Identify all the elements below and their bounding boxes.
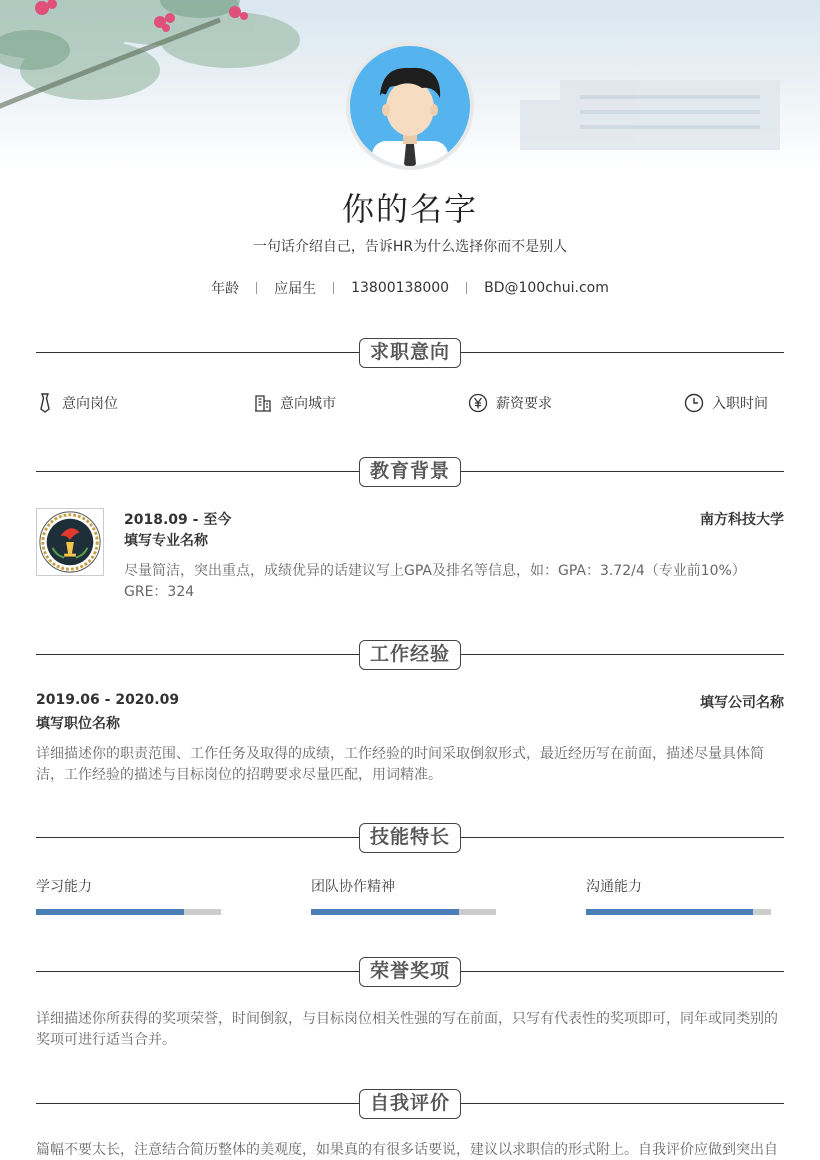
intent-row [36, 393, 784, 417]
section-title: 求职意向 [359, 338, 461, 368]
candidate-name: 你的名字 [341, 190, 478, 228]
section-header-work [36, 640, 784, 670]
intent-label: 意向城市 [280, 396, 336, 412]
section-title: 教育背景 [359, 457, 461, 487]
contact-row [0, 278, 820, 298]
section-title: 工作经验 [359, 640, 461, 670]
work-position: 填写职位名称 [36, 716, 120, 732]
divider [333, 282, 334, 294]
intent-position [36, 393, 118, 413]
education-period: 2018.09 - 至今 [124, 512, 232, 528]
school-emblem-icon [37, 509, 103, 575]
clock-icon [684, 393, 704, 413]
tie-icon [36, 393, 54, 413]
skill-bar-fill [36, 909, 184, 915]
work-company: 填写公司名称 [700, 695, 784, 711]
intent-label: 意向岗位 [62, 396, 118, 412]
contact-age: 年龄 [211, 281, 240, 297]
education-school: 南方科技大学 [700, 512, 784, 528]
contact-phone[interactable]: 13800138000 [351, 280, 450, 296]
divider [256, 282, 257, 294]
skill-bar [311, 909, 496, 915]
intent-label: 薪资要求 [496, 396, 552, 412]
section-title: 荣誉奖项 [359, 957, 461, 987]
self-evaluation-text: 篇幅不要太长，注意结合简历整体的美观度，如果真的有很多话要说，建议以求职信的形式附上。自我评价应做到突出自 [36, 1142, 778, 1158]
skill-bar [36, 909, 221, 915]
intent-label: 入职时间 [712, 396, 768, 412]
honors-description: 详细描述你所获得的奖项荣誉，时间倒叙，与目标岗位相关性强的写在前面，只写有代表性的奖项即可，同年或同类别的奖项可进行适当合并。 [36, 1011, 778, 1048]
skill-label: 学习能力 [36, 879, 92, 895]
contact-status: 应届生 [274, 281, 317, 297]
section-title: 技能特长 [359, 823, 461, 853]
building-icon [254, 394, 272, 412]
building-decoration [520, 60, 820, 150]
skill-item [311, 876, 496, 915]
contact-email[interactable]: BD@100chui.com [484, 280, 609, 296]
intent-start [684, 393, 768, 413]
work-description: 详细描述你的职责范围、工作任务及取得的成绩，工作经验的时间采取倒叙形式，最近经历写在前面，描述尽量具体简洁，工作经验的描述与目标岗位的招聘要求尽量匹配，用词精准。 [36, 746, 764, 783]
skill-bar-fill [586, 909, 753, 915]
intent-city [254, 393, 336, 413]
skill-label: 团队协作精神 [311, 879, 395, 895]
skill-item [586, 876, 771, 915]
tree-decoration [0, 0, 330, 160]
skill-bar [586, 909, 771, 915]
section-header-intent [36, 338, 784, 368]
school-logo [36, 508, 104, 576]
tagline: 一句话介绍自己，告诉HR为什么选择你而不是别人 [252, 239, 568, 255]
section-header-skills [36, 823, 784, 853]
work-period: 2019.06 - 2020.09 [36, 692, 180, 708]
section-header-self [36, 1089, 784, 1119]
avatar [346, 42, 474, 170]
section-title: 自我评价 [359, 1089, 461, 1119]
education-description: 尽量简洁，突出重点，成绩优异的话建议写上GPA及排名等信息，如：GPA：3.72/4（专业前10%） GRE：324 [124, 563, 746, 600]
yen-icon [468, 393, 488, 413]
skill-label: 沟通能力 [586, 879, 642, 895]
section-header-honors [36, 957, 784, 987]
avatar-illustration [350, 46, 470, 166]
skill-item [36, 876, 221, 915]
education-major: 填写专业名称 [124, 533, 208, 549]
divider [466, 282, 467, 294]
skill-bar-fill [311, 909, 459, 915]
section-header-education [36, 457, 784, 487]
intent-salary [468, 393, 552, 413]
